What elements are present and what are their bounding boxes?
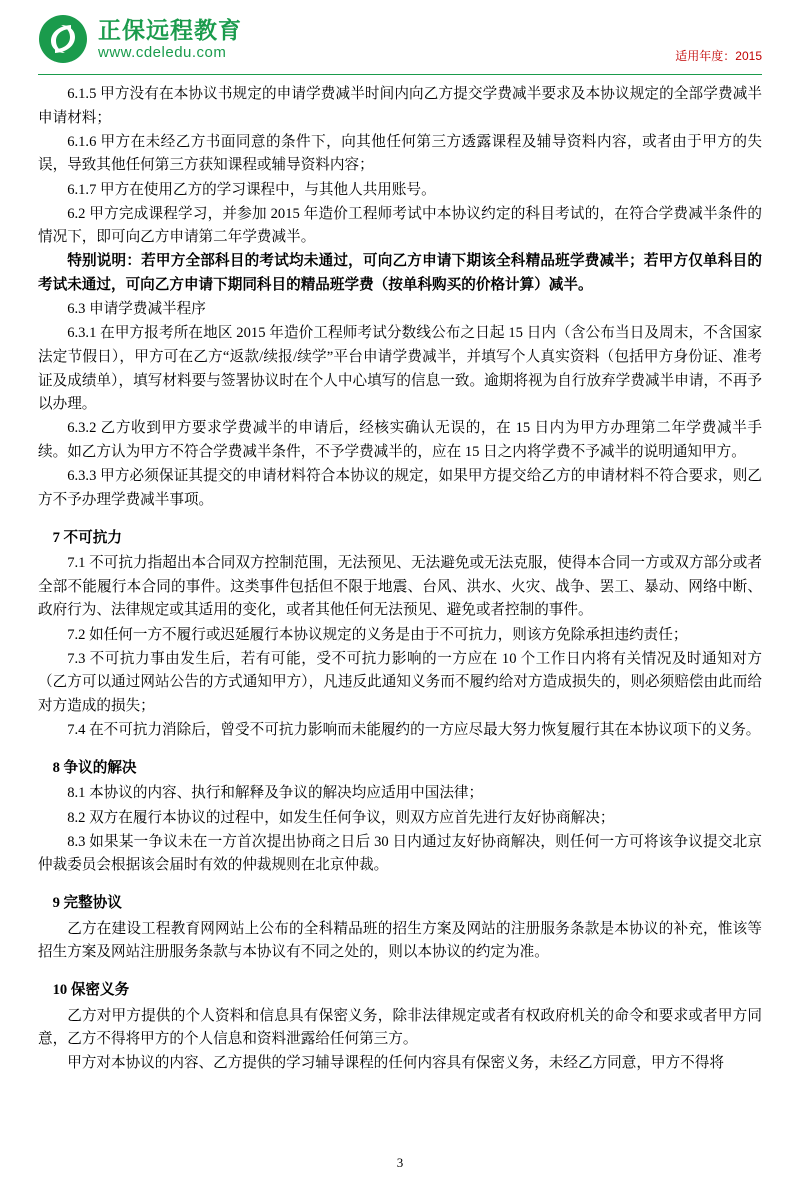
clause-6-3-2: 6.3.2 乙方收到甲方要求学费减半的申请后，经核实确认无误的，在 15 日内为甲方办理第二年学费减半手续。如乙方认为甲方不符合学费减半条件，不予学费减半的，应在 15 日之内将学费不予减半的说明通知甲方。 <box>38 420 762 461</box>
page-header <box>38 0 762 72</box>
clause-10-2: 甲方对本协议的内容、乙方提供的学习辅导课程的任何内容具有保密义务，未经乙方同意，甲方不得将 <box>67 1055 724 1072</box>
clause-10-1: 乙方对甲方提供的个人资料和信息具有保密义务，除非法律规定或者有权政府机关的命令和要求或者甲方同意，乙方不得将甲方的个人信息和资料泄露给任何第三方。 <box>38 1007 762 1048</box>
logo-icon <box>38 14 88 64</box>
clause-6-2: 6.2 甲方完成课程学习，并参加 2015 年造价工程师考试中本协议约定的科目考试的，在符合学费减半条件的情况下，即可向乙方申请第二年学费减半。 <box>38 205 762 246</box>
brand-logo <box>38 14 762 64</box>
clause-6-1-7: 6.1.7 甲方在使用乙方的学习课程中，与其他人共用账号。 <box>67 181 436 198</box>
page-number: 3 <box>396 1155 404 1170</box>
year-label: 适用年度：2015 <box>675 49 762 63</box>
clause-7-2: 7.2 如任何一方不履行或迟延履行本协议规定的义务是由于不可抗力，则该方免除承担违约责任； <box>67 626 688 643</box>
document-body <box>38 83 762 1076</box>
clause-6-1-6: 6.1.6 甲方在未经乙方书面同意的条件下，向其他任何第三方透露课程及辅导资料内容，或者由于甲方的失误，导致其他任何第三方获知课程或辅导资料内容； <box>38 133 762 174</box>
clause-6-3-1: 6.3.1 在甲方报考所在地区 2015 年造价工程师考试分数线公布之日起 15 日内（含公布当日及周末，不含国家法定节假日），甲方可在乙方“返款/续报/续学”平台申请学费减半，并填写个人真实资料（包括甲方身份证、准考证及成绩单），填写材料要与签署协议时在个人中心填写的信息一致。逾期将视为自行放弃学费减半申请，不再予以办理。 <box>38 325 762 413</box>
clause-8-3: 8.3 如果某一争议未在一方首次提出协商之日后 30 日内通过友好协商解决，则任何一方可将该争议提交北京仲裁委员会根据该会届时有效的仲裁规则在北京仲裁。 <box>38 833 762 874</box>
clause-8-1: 8.1 本协议的内容、执行和解释及争议的解决均应适用中国法律； <box>67 785 484 802</box>
clause-8-2: 8.2 双方在履行本协议的过程中，如发生任何争议，则双方应首先进行友好协商解决； <box>67 809 615 826</box>
clause-9: 乙方在建设工程教育网网站上公布的全科精品班的招生方案及网站的注册服务条款是本协议的补充，惟该等招生方案及网站注册服务条款与本协议有不同之处的，则以本协议的约定为准。 <box>38 920 762 961</box>
heading-9: 9 完整协议 <box>52 895 122 911</box>
clause-7-1: 7.1 不可抗力指超出本合同双方控制范围，无法预见、无法避免或无法克服，使得本合同一方或双方部分或者全部不能履行本合同的事件。这类事件包括但不限于地震、台风、洪水、火灾、战争、罢工、暴动、网络中断、政府行为、法律规定或其适用的变化，或者其他任何无法预见、避免或者控制的事件。 <box>38 555 762 619</box>
heading-10: 10 保密义务 <box>52 981 130 998</box>
brand-text <box>98 18 242 61</box>
heading-6-3: 6.3 申请学费减半程序 <box>67 301 206 318</box>
header-divider <box>38 74 762 75</box>
clause-7-3: 7.3 不可抗力事由发生后，若有可能，受不可抗力影响的一方应在 10 个工作日内将有关情况及时通知对方（乙方可以通过网站公告的方式通知甲方），凡违反此通知义务而不履约给对方造成损失的，则必须赔偿由此而给对方造成的损失； <box>38 650 762 715</box>
heading-7: 7 不可抗力 <box>52 529 122 546</box>
clause-7-4: 7.4 在不可抗力消除后，曾受不可抗力影响而未能履约的一方应尽最大努力恢复履行其在本协议项下的义务。 <box>67 722 761 739</box>
special-note: 特别说明：若甲方全部科目的考试均未通过，可向乙方申请下期该全科精品班学费减半；若甲方仅单科目的考试未通过，可向乙方申请下期同科目的精品班学费（按单科购买的价格计算）减半。 <box>38 253 762 294</box>
brand-name: 正保远程教育 <box>98 16 242 43</box>
heading-8: 8 争议的解决 <box>52 759 137 776</box>
brand-url: www.cdeledu.com <box>98 43 227 61</box>
clause-6-1-5: 6.1.5 甲方没有在本协议书规定的申请学费减半时间内向乙方提交学费减半要求及本协议规定的全部学费减半申请材料； <box>38 86 762 126</box>
clause-6-3-3: 6.3.3 甲方必须保证其提交的申请材料符合本协议的规定，如果甲方提交给乙方的申请材料不符合要求，则乙方不予办理学费减半事项。 <box>38 468 762 508</box>
